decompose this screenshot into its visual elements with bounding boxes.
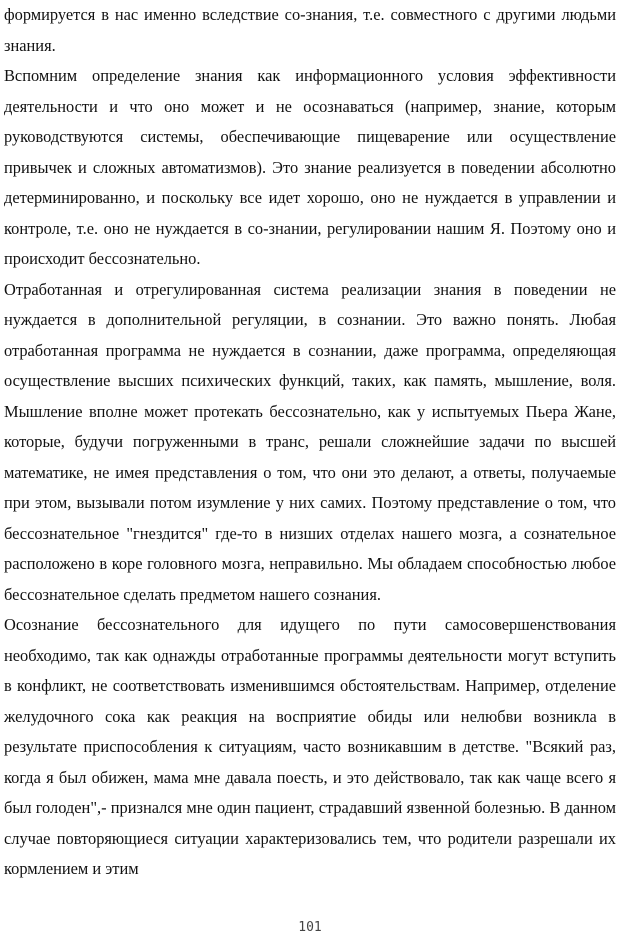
paragraph-1: формируется в нас именно вследствие со-знания, т.е. совместного с другими людьми знания.	[4, 5, 616, 55]
paragraph-4: Осознание бессознательного для идущего по пути самосовершенствования необходимо, так как однажды отработанные программы деятельности могут вступить в конфликт, не соответствовать изменившимся обстоятельствам. Например, отделение желудочного сока как реакция на восприятие обиды или нелюбви возникла в результате приспособления к ситуациям, часто возникавшим в детстве. "Всякий раз, когда я был обижен, мама мне давала поесть, и это действовало, так как чаще всего я был голоден",- признался мне один пациент, страдавший язвенной болезнью. В данном случае повторяющиеся ситуации характеризовались тем, что родители разрешали их кормлением и этим	[4, 615, 616, 878]
paragraph-2: Вспомним определение знания как информационного условия эффективности деятельности и что оно может и не осознаваться (например, знание, которым руководствуются системы, обеспечивающие пищеварение или осуществление привычек и сложных автоматизмов). Это знание реализуется в поведении абсолютно детерминированно, и поскольку все идет хорошо, оно не нуждается в управлении и контроле, т.е. оно не нуждается в со-знании, регулировании нашим Я. Поэтому оно и происходит бессознательно.	[4, 66, 616, 268]
page-number: 101	[298, 920, 322, 935]
body-text	[4, 0, 616, 885]
paragraph-3: Отработанная и отрегулированная система реализации знания в поведении не нуждается в дополнительной регуляции, в сознании. Это важно понять. Любая отработанная программа не нуждается в сознании, даже программа, определяющая осуществление высших психических функций, таких, как память, мышление, воля. Мышление вполне может протекать бессознательно, как у испытуемых Пьера Жане, которые, будучи погруженными в транс, решали сложнейшие задачи по высшей математике, не имея представления о том, что они это делают, а ответы, получаемые при этом, вызывали потом изумление у них самих. Поэтому представление о том, что бессознательное "гнездится" где-то в низших отделах нашего мозга, а сознательное расположено в коре головного мозга, неправильно. Мы обладаем способностью любое бессознательное сделать предметом нашего сознания.	[4, 279, 616, 604]
